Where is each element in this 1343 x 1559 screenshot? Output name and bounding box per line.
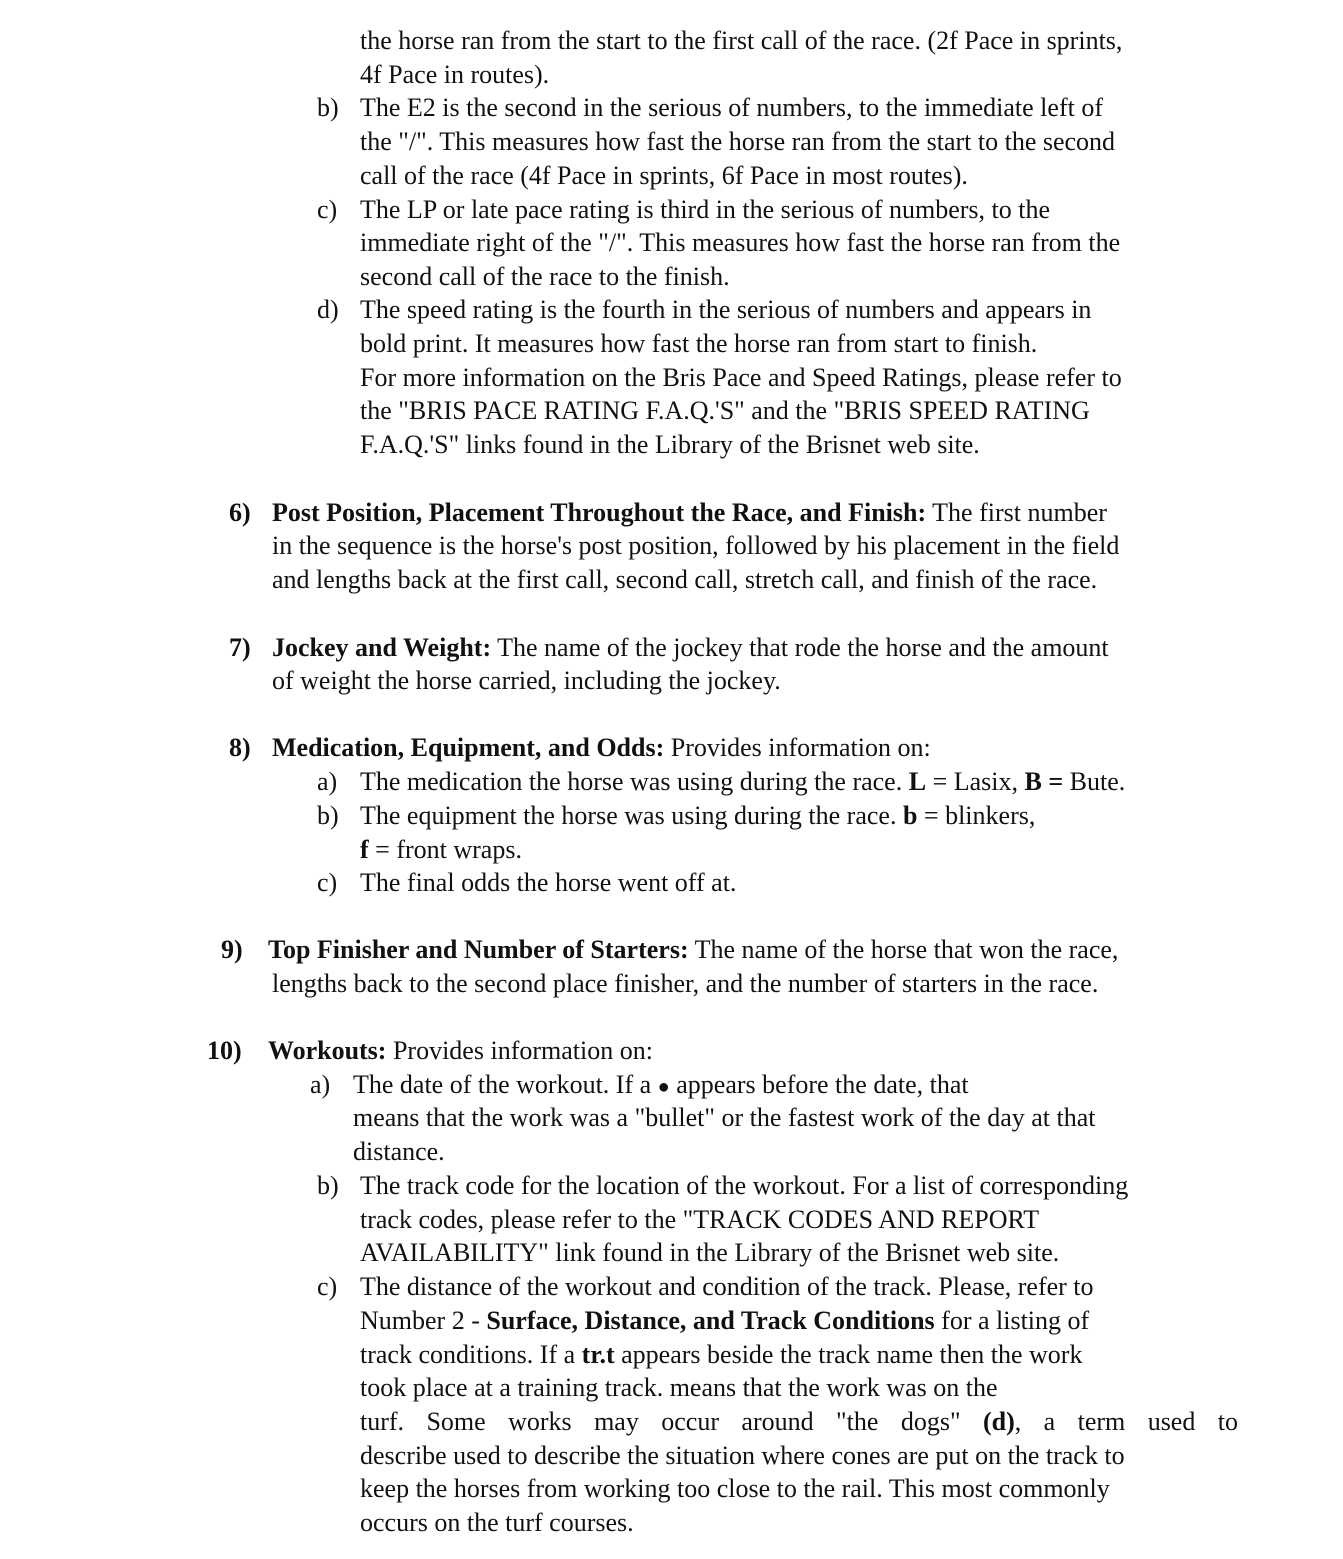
list-label: b) [317,801,339,830]
list-item-line: f = front wraps. [360,835,522,864]
section-9-line: lengths back to the second place finisher, and the number of starters in the race. [272,969,1099,998]
section-title: Jockey and Weight: [272,633,492,662]
section-number: 10) [207,1036,242,1065]
list-item-line: Number 2 - Surface, Distance, and Track Conditions for a listing of [360,1306,1090,1335]
list-item-line: AVAILABILITY" link found in the Library of the Brisnet web site. [360,1238,1060,1267]
list-item-line: describe used to describe the situation where cones are put on the track to [360,1441,1125,1470]
list-item-line: The equipment the horse was using during the race. b = blinkers, [360,801,1036,830]
list-item-line: the "/". This measures how fast the horse ran from the start to the second [360,127,1116,156]
list-item-line: call of the race (4f Pace in sprints, 6f Pace in most routes). [360,161,968,190]
intro-line: 4f Pace in routes). [360,60,550,89]
list-item-line: The track code for the location of the workout. For a list of corresponding [360,1171,1129,1200]
list-item-line: second call of the race to the finish. [360,262,730,291]
section-title: Medication, Equipment, and Odds: [272,733,665,762]
list-item-line: The LP or late pace rating is third in the serious of numbers, to the [360,195,1051,224]
list-item-line: the "BRIS PACE RATING F.A.Q.'S" and the "BRIS SPEED RATING [360,396,1090,425]
list-item-line: turf. Some works may occur around "the dogs" (d), a term used to [360,1407,1238,1436]
list-item-line: The medication the horse was using during the race. L = Lasix, B = Bute. [360,767,1126,796]
section-6-line: Post Position, Placement Throughout the Race, and Finish: The first number [272,498,1107,527]
section-10-line: Workouts: Provides information on: [268,1036,653,1065]
list-item-line: F.A.Q.'S" links found in the Library of the Brisnet web site. [360,430,980,459]
section-title: Post Position, Placement Throughout the Race, and Finish: [272,498,927,527]
list-item-line: The date of the workout. If a ● appears before the date, that [353,1070,969,1099]
list-item-line: keep the horses from working too close to the rail. This most commonly [360,1474,1110,1503]
list-item-line: The E2 is the second in the serious of numbers, to the immediate left of [360,93,1103,122]
list-item-line: means that the work was a "bullet" or the fastest work of the day at that [353,1103,1096,1132]
list-item-line: took place at a training track. means that the work was on the [360,1373,998,1402]
list-label: a) [317,767,338,796]
section-6-line: in the sequence is the horse's post position, followed by his placement in the field [272,531,1120,560]
section-6-line: and lengths back at the first call, second call, stretch call, and finish of the race. [272,565,1098,594]
section-title: Workouts: [268,1036,387,1065]
section-number: 8) [229,733,251,762]
section-9-line: Top Finisher and Number of Starters: The name of the horse that won the race, [268,935,1119,964]
section-7-line: of weight the horse carried, including the jockey. [272,666,781,695]
list-item-line: The speed rating is the fourth in the serious of numbers and appears in [360,295,1092,324]
section-8-line: Medication, Equipment, and Odds: Provides information on: [272,733,931,762]
list-item-line: The distance of the workout and condition of the track. Please, refer to [360,1272,1094,1301]
list-label: c) [317,195,338,224]
list-item-line: track codes, please refer to the "TRACK CODES AND REPORT [360,1205,1040,1234]
list-item-line: distance. [353,1137,445,1166]
section-title: Top Finisher and Number of Starters: [268,935,689,964]
list-label: b) [317,1171,339,1200]
section-number: 9) [221,935,243,964]
list-item-line: occurs on the turf courses. [360,1508,634,1537]
bullet-icon: ● [657,1076,670,1098]
list-label: d) [317,295,339,324]
section-7-line: Jockey and Weight: The name of the jockey that rode the horse and the amount [272,633,1109,662]
list-label: a) [310,1070,331,1099]
list-item-line: For more information on the Bris Pace and Speed Ratings, please refer to [360,363,1122,392]
list-label: c) [317,868,338,897]
list-item-line: immediate right of the "/". This measures how fast the horse ran from the [360,228,1121,257]
list-item-line: The final odds the horse went off at. [360,868,737,897]
intro-line: the horse ran from the start to the first call of the race. (2f Pace in sprints, [360,26,1123,55]
list-label: c) [317,1272,338,1301]
list-label: b) [317,93,339,122]
section-number: 7) [229,633,251,662]
list-item-line: track conditions. If a tr.t appears beside the track name then the work [360,1340,1083,1369]
section-number: 6) [229,498,251,527]
list-item-line: bold print. It measures how fast the horse ran from start to finish. [360,329,1038,358]
